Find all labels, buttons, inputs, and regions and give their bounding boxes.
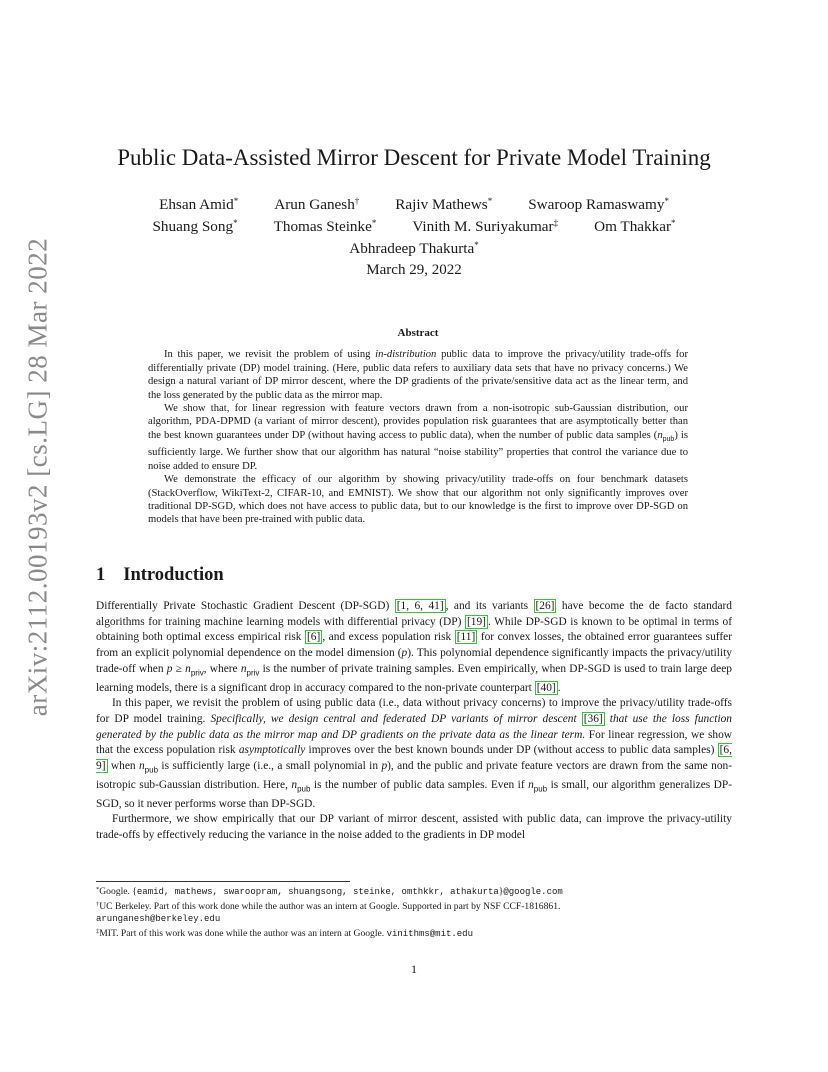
- intro-body: [96, 599, 732, 844]
- author-row: [0, 214, 828, 236]
- footnote: †UC Berkeley. Part of this work done while the author was an intern at Google. Supported in part by NSF CCF-1816861. arunganesh@berkeley.edu: [96, 900, 561, 924]
- citation-link[interactable]: [6]: [307, 631, 321, 644]
- paper-title: Public Data-Assisted Mirror Descent for Private Model Training: [117, 145, 711, 170]
- body-paragraph: Furthermore, we show empirically that our DP variant of mirror descent, assisted with public data, can improve the privacy-utility trade-offs by effectively reducing the variance in the noise added to the gradients in DP model: [96, 813, 732, 842]
- author: Ehsan Amid*: [159, 196, 239, 213]
- footnote: *Google. {eamid, mathews, swaroopram, shuangsong, steinke, omthkkr, athakurta}@google.com: [96, 886, 563, 897]
- page-number: 1: [411, 962, 417, 976]
- abstract-paragraph: We demonstrate the efficacy of our algorithm by showing privacy/utility trade-offs on four benchmark datasets (StackOverflow, WikiText-2, CIFAR-10, and EMNIST). We show that our algorithm not only significantly improves over traditional DP-SGD, which does not have access to public data, but to our knowledge is the first to improve over DP-SGD on models that have been pre-trained with public data.: [148, 474, 688, 526]
- author: Vinith M. Suriyakumar‡: [412, 218, 559, 235]
- section-heading: 1 Introduction: [96, 565, 224, 585]
- citation-link[interactable]: [40]: [536, 681, 556, 694]
- citation-link[interactable]: [6, 9]: [96, 744, 732, 772]
- abstract-heading: Abstract: [397, 327, 439, 339]
- author: Abhradeep Thakurta*: [349, 240, 479, 257]
- body-paragraph: In this paper, we revisit the problem of using public data (i.e., data without privacy concerns) to improve the privacy/utility trade-offs for DP model training. Specifically, we design central and federated DP variants of mirror descent [36] that use the loss function generated by the public data as the mirror map and DP gradients on the private data as the linear term. For linear regression, we show that the excess population risk asymptotically improves over the best known bounds under DP (without access to public data samples) [6, 9] when $n_{pub}$ is sufficiently large (i.e., a small polynomial in p), and the public and private feature vectors are drawn from the same non-isotropic sub-Gaussian distribution. Here, $n_{pub}$ is the number of public data samples. Even if $n_{pub}$ is small, our algorithm generalizes DP-SGD, so it never performs worse than DP-SGD.: [96, 697, 733, 810]
- author: Swaroop Ramaswamy*: [528, 196, 669, 213]
- arxiv-sidebar-stamp: [18, 237, 58, 717]
- author: Om Thakkar*: [594, 218, 676, 235]
- abstract-paragraph: We show that, for linear regression with feature vectors drawn from a non-isotropic sub-Gaussian distribution, our algorithm, PDA-DPMD (a variant of mirror descent), provides population risk guarantees that are asymptotically better than the best known guarantees under DP (without having access to public data), when the number of public data samples $(n_{pub})$ is sufficiently large. We further show that our algorithm has natural “noise stability” properties that control the variance due to noise added to ensure DP.: [148, 403, 688, 472]
- author-row: [0, 192, 828, 214]
- citation-link[interactable]: [19]: [466, 615, 486, 628]
- abstract-paragraph: In this paper, we revisit the problem of using in-distribution public data to improve the privacy/utility trade-offs for differentially private (DP) model training. (Here, public data refers to auxiliary data sets that have no privacy concerns.) We design a natural variant of DP mirror descent, where the DP gradients of the private/sensitive data act as the linear term, and the loss generated by the public data as the mirror map.: [148, 349, 689, 401]
- author: Rajiv Mathews*: [395, 196, 493, 213]
- footnotes: [96, 884, 732, 940]
- author: Thomas Steinke*: [273, 218, 377, 235]
- arxiv-id-label: arXiv:2112.00193v2 [cs.LG] 28 Mar 2022: [22, 237, 53, 717]
- citation-link[interactable]: [11]: [456, 631, 476, 644]
- abstract: [148, 327, 688, 527]
- author-row: [0, 236, 828, 258]
- body-paragraph: Differentially Private Stochastic Gradient Descent (DP-SGD) [1, 6, 41] , and its variants [26] have become the de facto standard algorithms for training machine learning models with differential privacy (DP) [19] . While DP-SGD is known to be optimal in terms of obtaining both optimal excess empirical risk [6] , and excess population risk [11] for convex losses, the obtained error guarantees suffer from an explicit polynomial dependence on the model dimension (p). This polynomial dependence significantly impacts the privacy/utility trade-off when $p \ge n_{priv}$, where $n_{priv}$ is the number of private training samples. Even empirically, when DP-SGD is used to train large deep learning models, there is a significant drop in accuracy compared to the non-private counterpart [40] .: [96, 600, 733, 694]
- citation-link[interactable]: [1, 6, 41]: [396, 600, 444, 612]
- footnote-divider: [96, 881, 350, 882]
- author: Shuang Song*: [152, 218, 238, 235]
- footnote: ‡MIT. Part of this work was done while the author was an intern at Google. vinithms@mit.edu: [96, 927, 473, 939]
- citation-link[interactable]: [36]: [583, 712, 603, 725]
- author: Arun Ganesh†: [274, 196, 360, 213]
- citation-link[interactable]: [26]: [535, 600, 555, 612]
- author-list: [0, 192, 828, 258]
- publication-date: March 29, 2022: [366, 262, 462, 278]
